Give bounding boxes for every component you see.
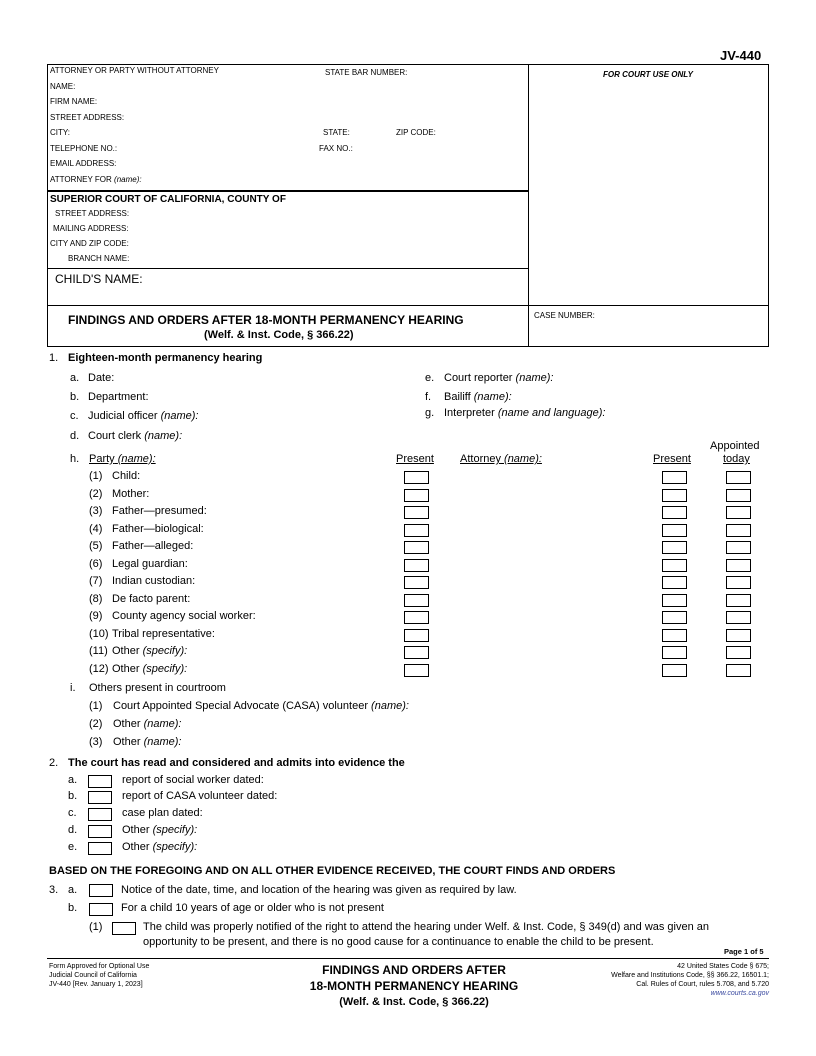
evidence-checkbox[interactable] [88,842,112,855]
item-letter: b. [68,902,78,914]
child-not-present-text: For a child 10 years of age or older who is not present [121,902,384,914]
section-number: 3. [49,884,59,896]
section-number: 2. [49,757,59,769]
attorney-appointed-checkbox[interactable] [726,664,751,677]
footer-citation: Welfare and Institutions Code, §§ 366.22, 16501.1; [611,972,769,979]
item-letter: a. [68,884,78,896]
hearing-field-label: Court clerk [88,430,142,442]
item-letter: e. [68,841,78,853]
party-row[interactable] [112,628,215,640]
footer-title-line: FINDINGS AND ORDERS AFTER [322,963,506,977]
state-bar-field[interactable]: STATE BAR NUMBER: [325,68,408,77]
attorney-present-checkbox[interactable] [662,506,687,519]
footer-right [560,962,769,998]
section1-heading: Eighteen-month permanency hearing [68,352,263,364]
party-row[interactable] [112,610,256,622]
party-present-checkbox[interactable] [404,559,429,572]
party-number: (10) [89,627,109,640]
item-letter: b. [70,391,80,403]
party-row[interactable] [112,593,190,605]
attorney-present-checkbox[interactable] [662,559,687,572]
notice-text: Notice of the date, time, and location of the hearing was given as required by law. [121,884,517,896]
attorney-appointed-checkbox[interactable] [726,471,751,484]
party-number: (5) [89,540,103,552]
others-present-field[interactable] [113,718,181,730]
party-present-checkbox[interactable] [404,646,429,659]
hearing-field-hint: (name): [515,372,554,384]
attorney-present-checkbox[interactable] [662,576,687,589]
item-number: (1) [89,700,103,712]
others-present-field[interactable] [113,700,409,712]
form-id: JV-440 [720,48,762,63]
party-present-checkbox[interactable] [404,629,429,642]
attorney-present-checkbox[interactable] [662,594,687,607]
party-row[interactable] [112,505,207,517]
evidence-item-hint: (specify): [152,841,198,853]
party-row-label: County agency social worker: [112,610,256,622]
court-use-label: FOR COURT USE ONLY [603,70,693,79]
attorney-appointed-checkbox[interactable] [726,506,751,519]
case-number-field[interactable]: CASE NUMBER: [534,311,595,320]
evidence-item[interactable] [122,774,264,786]
child-notified-text-2: opportunity to be present, and there is no good cause for a continuance to enable the child to be present. [143,936,654,948]
footer-left-line: JV-440 [Rev. January 1, 2023] [49,981,143,988]
evidence-item-label: report of CASA volunteer dated: [122,790,278,802]
firm-name-field[interactable]: FIRM NAME: [50,97,98,106]
footer-divider [47,958,769,959]
page-number: Page 1 of 5 [724,947,764,956]
child-notified-checkbox[interactable] [112,922,136,935]
party-number: (8) [89,592,103,605]
attorney-present-checkbox[interactable] [662,489,687,502]
party-row[interactable] [112,540,193,552]
item-letter: c. [70,410,79,422]
hearing-field-label: Date: [88,372,115,384]
attorney-for-field[interactable] [50,175,142,184]
item-letter: f. [425,391,432,403]
item-letter: a. [68,774,78,786]
attorney-present-checkbox[interactable] [662,629,687,642]
item-number: (1) [89,921,103,933]
party-number: (3) [89,505,103,517]
item-number: (3) [89,736,103,748]
footer-citation: Cal. Rules of Court, rules 5.708, and 5.720 [636,981,769,988]
party-present-checkbox[interactable] [404,576,429,589]
hearing-field[interactable] [88,391,149,403]
hearing-field[interactable] [88,430,182,442]
footer-left-line: Form Approved for Optional Use [49,963,150,970]
party-row-label: Father—presumed: [112,505,207,517]
attorney-appointed-checkbox[interactable] [726,611,751,624]
hearing-field[interactable] [444,407,605,419]
attorney-for-label: ATTORNEY FOR [50,175,112,184]
party-row-label: Other [112,662,140,675]
party-row-label: Mother: [112,487,150,500]
item-letter: a. [70,372,80,384]
footer-center [296,962,532,1010]
attorney-present-checkbox[interactable] [662,611,687,624]
hearing-field-label: Court reporter [444,372,513,384]
attorney-appointed-checkbox[interactable] [726,594,751,607]
party-number: (6) [89,557,103,570]
child-not-present-checkbox[interactable] [89,903,113,916]
hearing-field[interactable] [88,372,114,384]
item-letter: h. [70,453,80,465]
party-row-label: De facto parent: [112,592,191,605]
party-present-checkbox[interactable] [404,489,429,502]
child-notified-text-1: The child was properly notified of the right to attend the hearing under Welf. & Inst. Code, § 349(d) and was given an [143,921,710,933]
party-row[interactable] [112,663,187,675]
hearing-field-label: Bailiff [444,391,471,403]
findings-heading: BASED ON THE FOREGOING AND ON ALL OTHER EVIDENCE RECEIVED, THE COURT FINDS AND ORDERS [49,865,616,877]
item-number: (2) [89,718,103,730]
hearing-field-hint: (name): [144,430,183,442]
section-number: 1. [49,352,59,364]
attorney-appointed-checkbox[interactable] [726,629,751,642]
party-present-checkbox[interactable] [404,664,429,677]
evidence-item-label: case plan dated: [122,807,203,819]
footer-left-line: Judicial Council of California [49,972,137,979]
hearing-field-hint: (name): [473,391,512,403]
evidence-item-hint: (specify): [152,824,198,836]
evidence-checkbox[interactable] [88,825,112,838]
evidence-item[interactable] [122,807,203,819]
email-field[interactable]: EMAIL ADDRESS: [50,159,117,168]
court-branch-field[interactable]: BRANCH NAME: [68,254,130,263]
party-number: (12) [89,662,109,675]
attorney-present-column-header: Present [653,453,691,465]
street-address-field[interactable]: STREET ADDRESS: [50,113,125,122]
name-field[interactable]: NAME: [50,82,76,91]
item-letter: i. [70,682,76,694]
attorney-present-checkbox[interactable] [662,524,687,537]
courts-website-link[interactable]: www.courts.ca.gov [710,990,769,997]
attorney-for-hint: (name): [114,175,142,184]
party-row[interactable] [112,488,149,500]
party-number: (9) [89,610,103,622]
hearing-field[interactable] [444,372,553,384]
party-row-label: Other [112,645,140,657]
footer-title-line: (Welf. & Inst. Code, § 366.22) [339,996,489,1008]
others-present-label: Others present in courtroom [89,682,226,694]
hearing-field-label: Interpreter [444,407,495,419]
others-present-field-hint: (name): [371,700,409,712]
footer-left [49,962,149,989]
evidence-item[interactable] [122,841,197,853]
party-number: (4) [89,522,103,535]
party-present-checkbox[interactable] [404,471,429,484]
others-present-field[interactable] [113,736,181,748]
party-row-label: Legal guardian: [112,557,188,570]
appointed-column-header: today [723,453,750,465]
party-row-label: Father—biological: [112,522,204,535]
party-row-label: Child: [112,470,141,482]
party-number: (7) [89,575,103,587]
attorney-header-hint: (name): [504,453,542,465]
hearing-field[interactable] [444,391,512,403]
party-present-checkbox[interactable] [404,506,429,519]
party-column-header [89,453,156,465]
item-letter: d. [70,430,80,442]
attorney-appointed-checkbox[interactable] [726,559,751,572]
party-row-hint: (specify): [142,645,188,657]
zip-field[interactable]: ZIP CODE: [396,128,436,137]
others-present-field-label: Other [113,718,141,730]
attorney-present-checkbox[interactable] [662,646,687,659]
item-letter: c. [68,807,77,819]
hearing-field-hint: (name): [160,410,199,422]
item-letter: d. [68,824,78,836]
party-row[interactable] [112,575,195,587]
form-subtitle: (Welf. & Inst. Code, § 366.22) [204,329,354,341]
others-present-field-label: Other [113,736,141,748]
hearing-field-label: Judicial officer [88,410,158,422]
court-mailing-field[interactable]: MAILING ADDRESS: [53,224,129,233]
evidence-checkbox[interactable] [88,775,112,788]
item-letter: e. [425,372,435,384]
court-city-field[interactable]: CITY AND ZIP CODE: [50,239,129,248]
footer-citation: 42 United States Code § 675; [677,963,769,970]
party-row-label: Indian custodian: [112,575,196,587]
telephone-field[interactable]: TELEPHONE NO.: [50,144,118,153]
party-row[interactable] [112,523,204,535]
divider [47,268,528,269]
party-number: (2) [89,487,103,500]
notice-checkbox[interactable] [89,884,113,897]
party-number: (11) [89,645,108,657]
court-street-field[interactable]: STREET ADDRESS: [55,209,130,218]
attorney-present-checkbox[interactable] [662,471,687,484]
divider [47,305,769,306]
evidence-item[interactable] [122,824,197,836]
evidence-item[interactable] [122,790,277,802]
form-title: FINDINGS AND ORDERS AFTER 18-MONTH PERMANENCY HEARING [68,313,464,327]
attorney-appointed-checkbox[interactable] [726,524,751,537]
evidence-item-label: Other [122,824,150,836]
attorney-header-label: Attorney [460,453,501,465]
hearing-field[interactable] [88,410,198,422]
attorney-appointed-checkbox[interactable] [726,576,751,589]
party-row-hint: (specify): [142,662,188,675]
attorney-present-checkbox[interactable] [662,541,687,554]
divider [47,190,528,192]
evidence-checkbox[interactable] [88,808,112,821]
child-name-field[interactable]: CHILD'S NAME: [55,272,143,286]
others-present-field-label: Court Appointed Special Advocate (CASA) volunteer [113,700,368,712]
city-field[interactable]: CITY: [50,128,71,137]
section2-heading: The court has read and considered and admits into evidence the [68,757,405,769]
party-row-label: Father—alleged: [112,540,194,552]
evidence-checkbox[interactable] [88,791,112,804]
present-column-header: Present [396,453,434,465]
party-row[interactable] [112,470,140,482]
party-row-label: Tribal representative: [112,627,215,640]
item-letter: b. [68,790,78,802]
item-letter: g. [425,407,435,419]
attorney-appointed-checkbox[interactable] [726,489,751,502]
party-header-hint: (name): [117,453,156,465]
party-header-label: Party [89,453,115,465]
party-row[interactable] [112,558,188,570]
others-present-field-hint: (name): [143,718,182,730]
party-present-checkbox[interactable] [404,524,429,537]
fax-field[interactable]: FAX NO.: [319,144,353,153]
hearing-field-hint: (name and language): [497,407,606,419]
appointed-column-header: Appointed [710,440,760,452]
party-number: (1) [89,470,103,482]
evidence-item-label: Other [122,841,150,853]
others-present-field-hint: (name): [143,736,182,748]
attorney-header: ATTORNEY OR PARTY WITHOUT ATTORNEY [50,66,219,75]
party-present-checkbox[interactable] [404,594,429,607]
attorney-appointed-checkbox[interactable] [726,541,751,554]
attorney-appointed-checkbox[interactable] [726,646,751,659]
evidence-item-label: report of social worker dated: [122,774,264,786]
hearing-field-label: Department: [88,391,149,403]
party-present-checkbox[interactable] [404,541,429,554]
court-title: SUPERIOR COURT OF CALIFORNIA, COUNTY OF [50,194,286,205]
party-present-checkbox[interactable] [404,611,429,624]
attorney-column-header [460,453,542,465]
party-row[interactable] [112,645,187,657]
footer-title-line: 18-MONTH PERMANENCY HEARING [309,979,519,993]
attorney-present-checkbox[interactable] [662,664,687,677]
state-field[interactable]: STATE: [323,128,350,137]
